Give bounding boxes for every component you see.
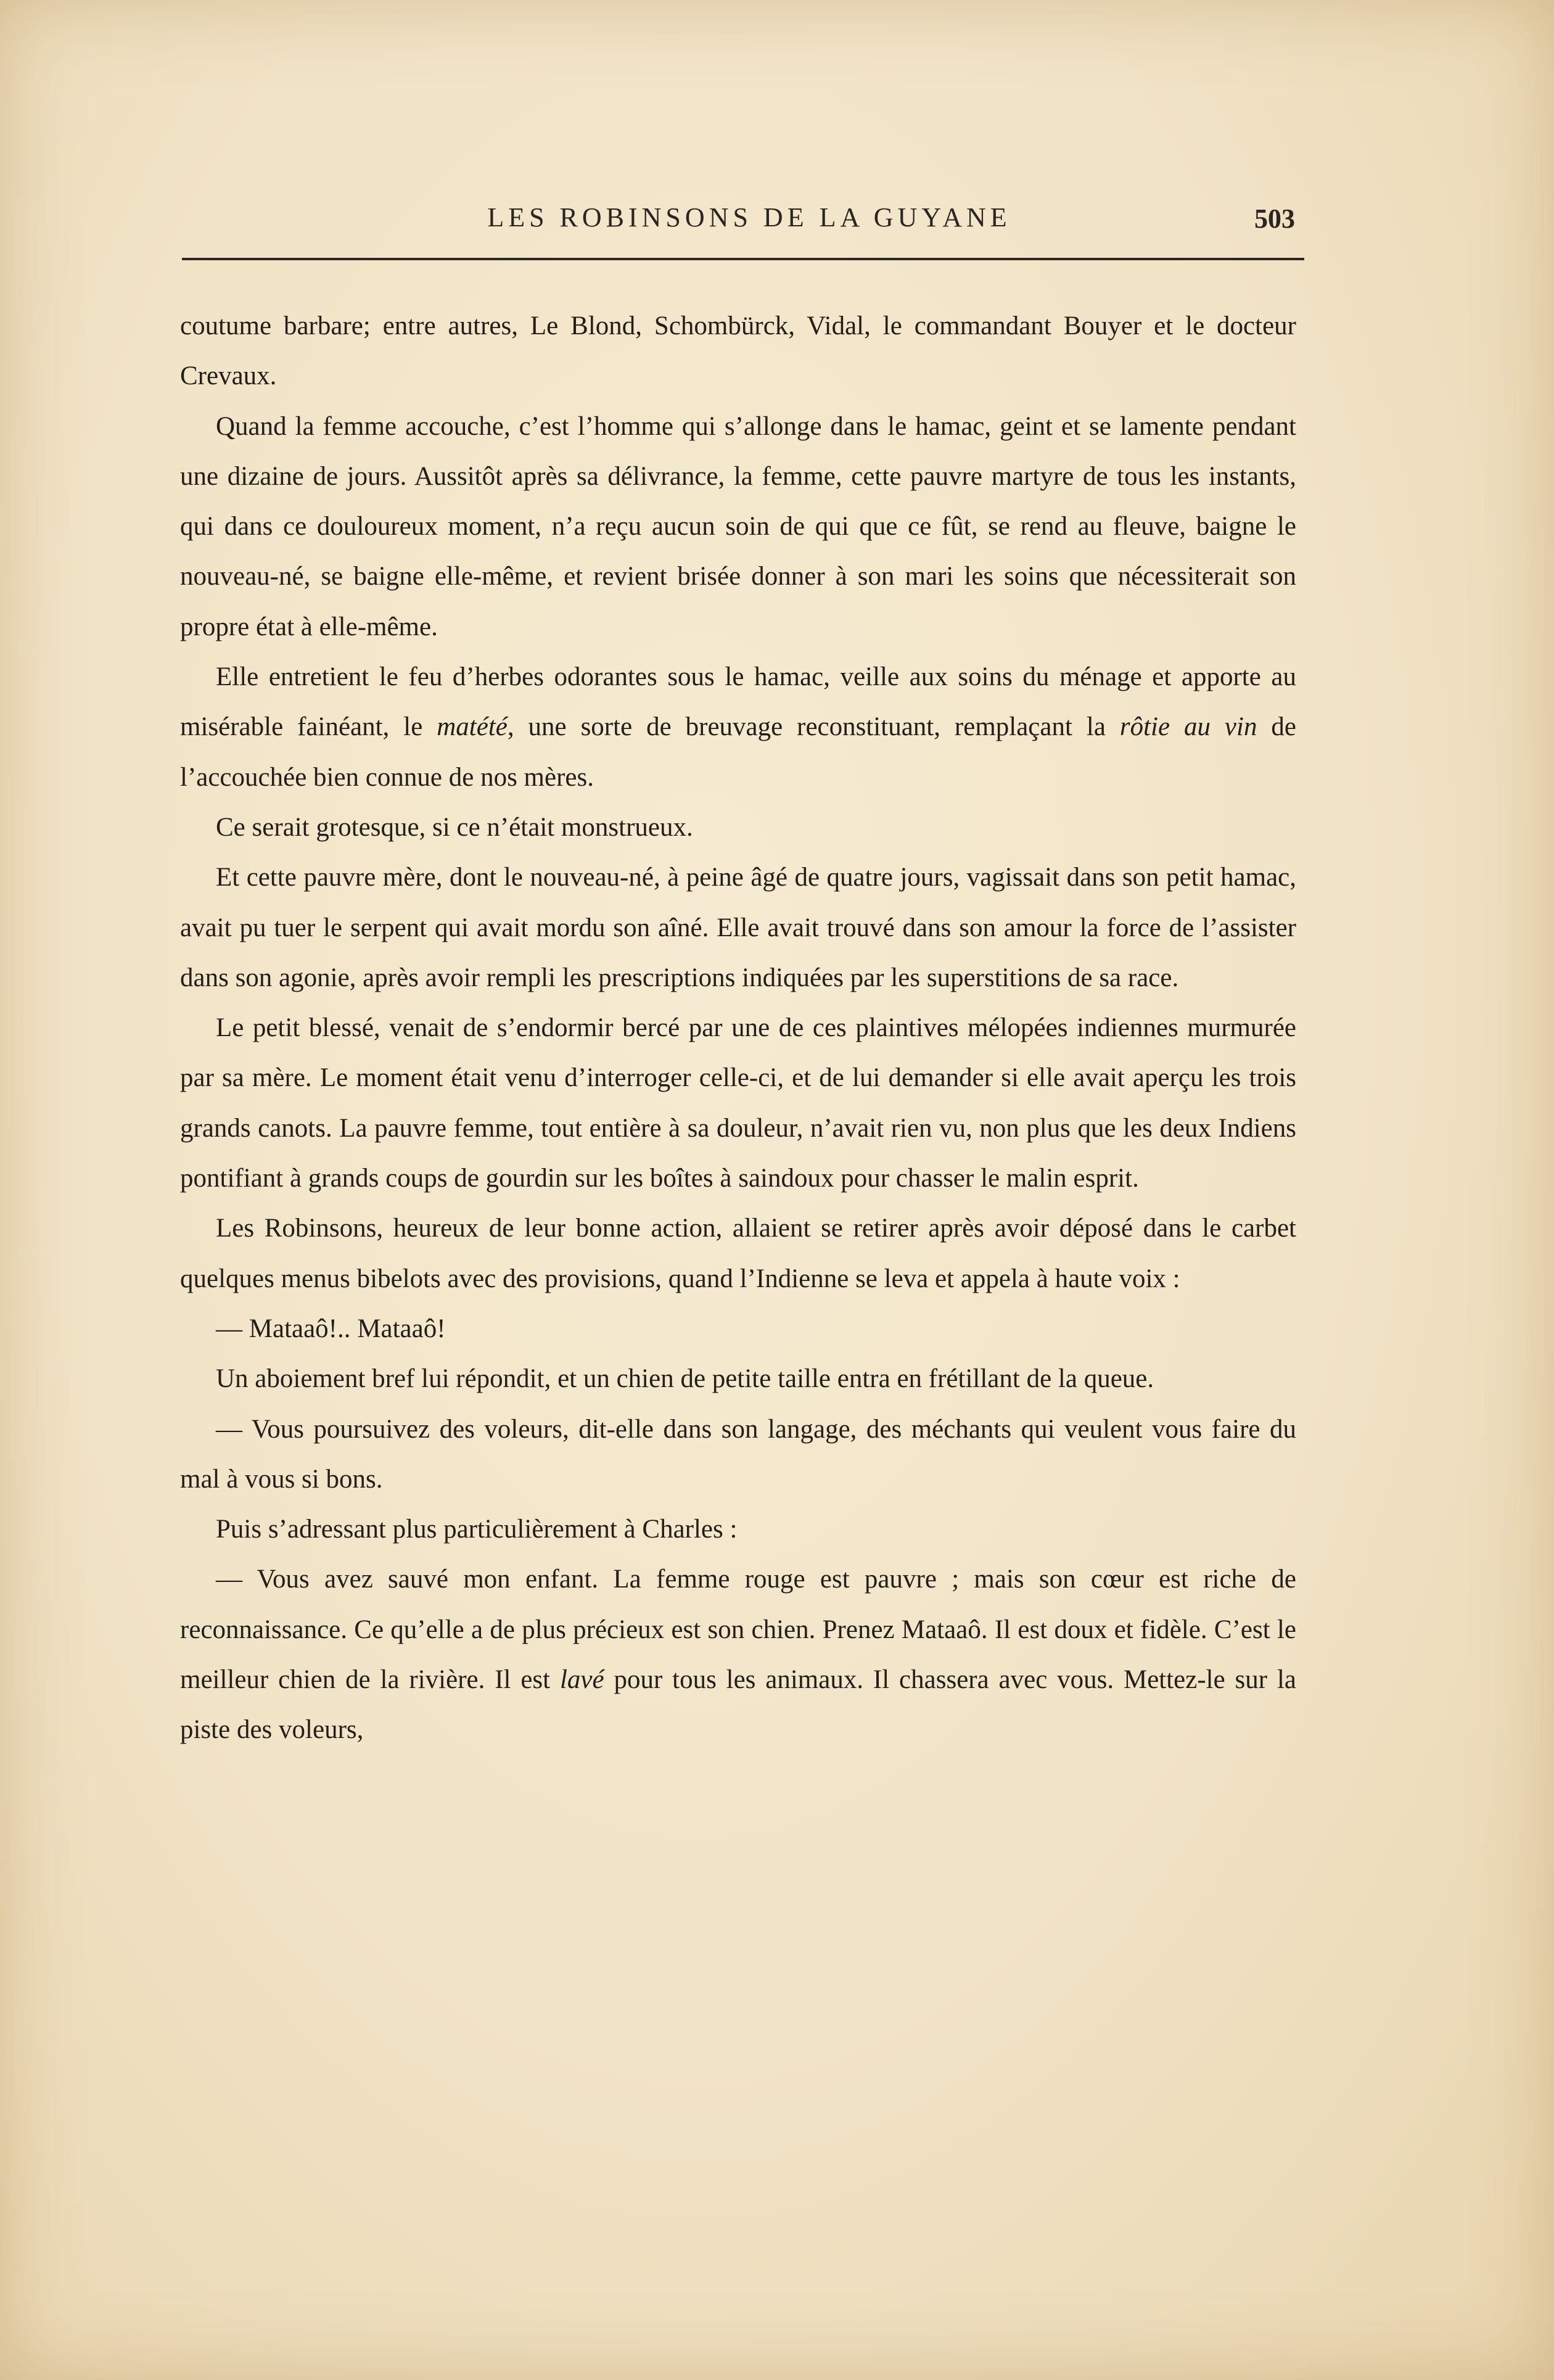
- paragraph: Puis s’adressant plus particulièrement à Charles :: [216, 1515, 738, 1544]
- header-rule: [182, 258, 1304, 260]
- paragraph: Les Robinsons, heureux de leur bonne action, allaient se retirer après avoir déposé dans le carbet quelques menus bibelots avec des provisions, quand l’Indienne se leva et appela à haute voix :: [180, 1214, 1296, 1293]
- paragraph: Et cette pauvre mère, dont le nouveau-né, à peine âgé de quatre jours, vagissait dans son petit hamac, avait pu tuer le serpent qui avait mordu son aîné. Elle avait trouvé dans son amour la force de l’assister dans son agonie, après avoir rempli les prescriptions indiquées par les superstitions de sa race.: [180, 863, 1296, 992]
- paragraph: [180, 652, 1296, 802]
- paragraph-text: pour tous les animaux. Il chassera avec vous. Mettez-le sur la piste des voleurs,: [180, 1665, 1296, 1745]
- body-text: [180, 301, 1296, 1755]
- italic-term: lavé: [559, 1665, 604, 1695]
- paragraph: Le petit blessé, venait de s’endormir bercé par une de ces plaintives mélopées indiennes murmurée par sa mère. Le moment était venu d’interroger celle-ci, et de lui demander si elle avait aperçu les trois grands canots. La pauvre femme, tout entière à sa douleur, n’avait rien vu, non plus que les deux Indiens pontifiant à grands coups de gourdin sur les boîtes à saindoux pour chasser le malin esprit.: [180, 1013, 1296, 1193]
- page-number: 503: [1254, 204, 1295, 234]
- paragraph-text: — Vous avez sauvé mon enfant. La femme rouge est pauvre ; mais son cœur est riche de reconnaissance. Ce qu’elle a de plus précieux est son chien. Prenez Mataaô. Il est doux et fidèle. C’est le meilleur chien de la rivière. Il est: [180, 1565, 1296, 1695]
- paragraph-text: Elle entretient le feu d’herbes odorantes sous le hamac, veille aux soins du ménage et apporte au misérable fainéant, le: [180, 662, 1296, 742]
- paragraph: coutume barbare; entre autres, Le Blond, Schombürck, Vidal, le commandant Bouyer et le docteur Crevaux.: [180, 311, 1296, 391]
- dialogue-line: — Vous poursuivez des voleurs, dit-elle dans son langage, des méchants qui veulent vous faire du mal à vous si bons.: [180, 1414, 1296, 1494]
- paragraph: Ce serait grotesque, si ce n’était monstrueux.: [216, 812, 693, 842]
- paragraph-text: de l’accouchée bien connue de nos mères.: [180, 712, 1296, 792]
- dialogue-line: [180, 1554, 1296, 1755]
- paragraph: Un aboiement bref lui répondit, et un chien de petite taille entra en frétillant de la queue.: [216, 1364, 1154, 1394]
- dialogue-line: — Mataaô!.. Mataaô!: [216, 1314, 446, 1343]
- paragraph: Quand la femme accouche, c’est l’homme qui s’allonge dans le hamac, geint et se lamente pendant une dizaine de jours. Aussitôt après sa délivrance, la femme, cette pauvre martyre de tous les instants, qui dans ce douloureux moment, n’a reçu aucun soin de qui que ce fût, se rend au fleuve, baigne le nouveau-né, se baigne elle-même, et revient brisée donner à son mari les soins que nécessiterait son propre état à elle-même.: [180, 411, 1296, 641]
- paragraph-text: , une sorte de breuvage reconstituant, remplaçant la: [507, 712, 1120, 742]
- italic-term: rôtie au vin: [1119, 712, 1257, 742]
- running-title: LES ROBINSONS DE LA GUYANE: [487, 202, 1011, 233]
- running-head: [179, 194, 1320, 244]
- italic-term: matété: [437, 712, 508, 742]
